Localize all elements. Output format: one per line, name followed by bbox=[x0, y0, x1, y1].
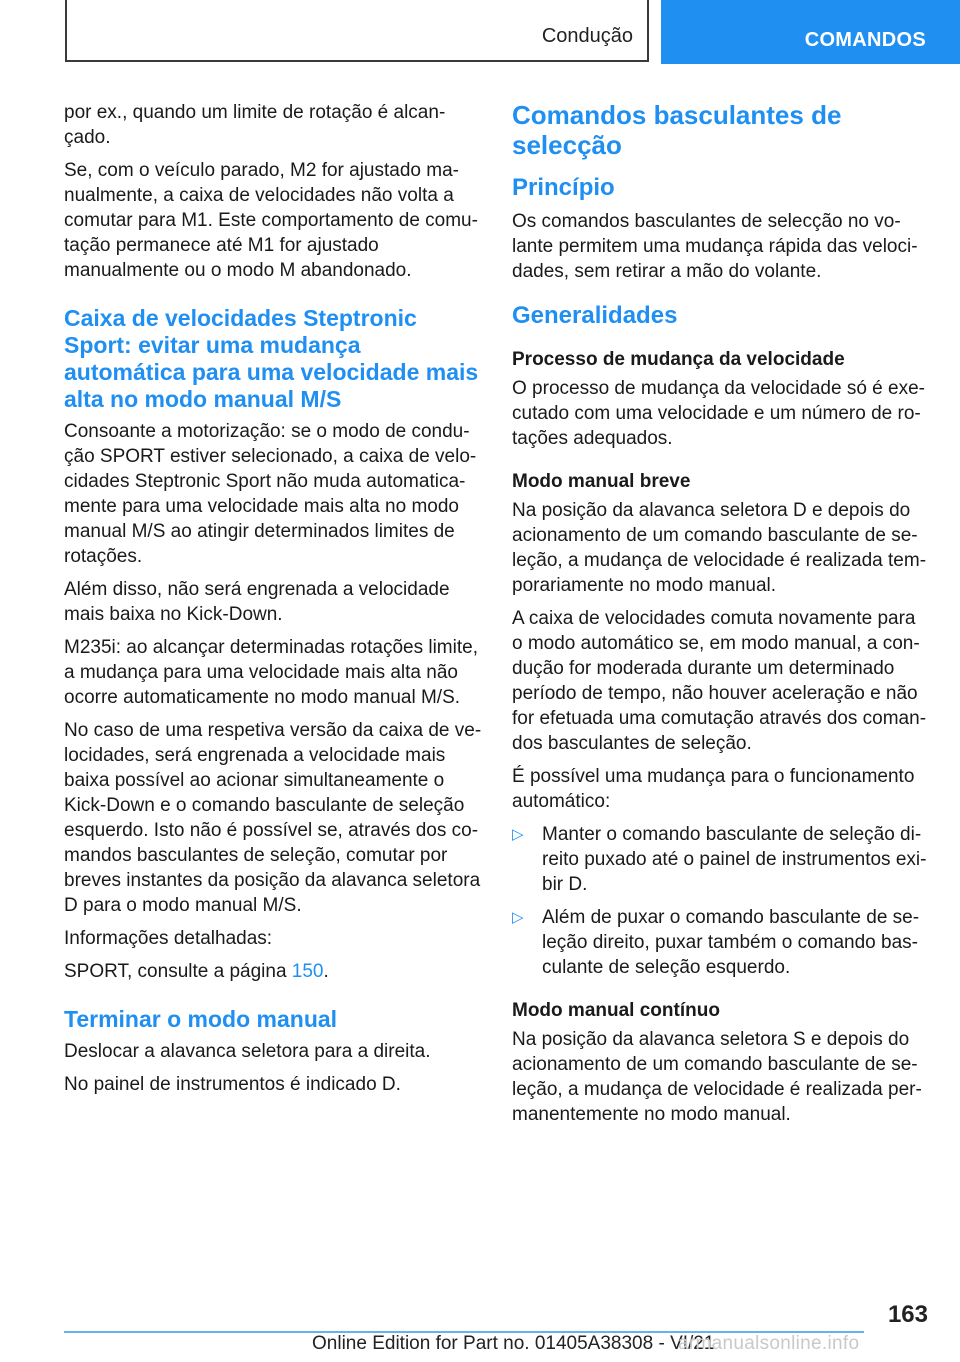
paragraph: O processo de mudança da velocidade só é executado com uma velocidade e um número de rotações adequados. bbox=[512, 378, 925, 449]
paragraph: Os comandos basculantes de selecção no volante permitem uma mudança rápida das velocidades, sem retirar a mão do volante. bbox=[512, 211, 918, 282]
section-tab-label: Condução bbox=[541, 25, 633, 47]
page-number: 163 bbox=[887, 1301, 928, 1328]
heading-generalidades: Generalidades bbox=[512, 302, 678, 329]
page-header bbox=[0, 0, 960, 66]
page-link[interactable]: 150 bbox=[291, 961, 324, 982]
paragraph: A caixa de velocidades comuta novamente para o modo automático se, em modo manual, a condução for moderada durante um determinado período de tempo, não houver aceleração e não for efetuada uma comutação através dos comandos basculantes de seleção. bbox=[512, 608, 927, 754]
bullet-list bbox=[512, 822, 928, 980]
right-column bbox=[512, 100, 928, 1135]
heading-principio: Princípio bbox=[512, 174, 615, 201]
chapter-tab[interactable] bbox=[661, 0, 960, 64]
paragraph: É possível uma mudança para o funcionamento automático: bbox=[512, 766, 915, 812]
paragraph: Informações detalhadas: bbox=[64, 928, 273, 949]
list-item bbox=[512, 822, 928, 897]
paragraph: Além disso, não será engrenada a velocidade mais baixa no Kick-Down. bbox=[64, 579, 450, 625]
triangle-bullet-icon: ▷ bbox=[512, 826, 524, 843]
paragraph-page-reference bbox=[64, 959, 482, 984]
watermark: armanualsonline.info bbox=[678, 1333, 860, 1354]
left-column bbox=[64, 100, 482, 1105]
subheading-modo-manual-breve: Modo manual breve bbox=[512, 471, 691, 492]
paragraph: No painel de instrumentos é indicado D. bbox=[64, 1074, 401, 1095]
reference-text: SPORT, consulte a página bbox=[64, 961, 292, 982]
paragraph: Deslocar a alavanca seletora para a direita. bbox=[64, 1041, 431, 1062]
list-item-text: Manter o comando basculante de seleção direito puxado até o painel de instrumentos exibir D. bbox=[542, 824, 927, 895]
heading-terminar-modo-manual: Terminar o modo manual bbox=[64, 1006, 338, 1032]
subheading-modo-manual-continuo: Modo manual contínuo bbox=[512, 1000, 720, 1021]
section-tab[interactable] bbox=[65, 0, 649, 62]
heading-steptronic-sport: Caixa de velocidades Steptronic Sport: evitar uma mudança automática para uma velocidade mais alta no modo manual M/S bbox=[64, 305, 479, 412]
paragraph: Consoante a motorização: se o modo de condução SPORT estiver selecionado, a caixa de velocidades Steptronic Sport não muda automaticamente para uma velocidade mais alta no modo manual M/S ao atingir determinados limites de rotações. bbox=[64, 421, 477, 567]
footer-edition: Online Edition for Part no. 01405A38308 - VI/21 bbox=[312, 1333, 715, 1354]
chapter-tab-label: COMANDOS bbox=[804, 29, 926, 51]
heading-comandos-basculantes: Comandos basculantes de selecção bbox=[512, 100, 842, 160]
paragraph: por ex., quando um limite de rotação é alcançado. bbox=[64, 102, 446, 148]
list-item bbox=[512, 905, 928, 980]
paragraph: Na posição da alavanca seletora S e depois do acionamento de um comando basculante de seleção, a mudança de velocidade é realizada permanentemente no modo manual. bbox=[512, 1029, 922, 1125]
list-item-text: Além de puxar o comando basculante de seleção direito, puxar também o comando basculante de seleção esquerdo. bbox=[542, 907, 920, 978]
paragraph: Na posição da alavanca seletora D e depois do acionamento de um comando basculante de seleção, a mudança de velocidade é realizada temporariamente no modo manual. bbox=[512, 500, 927, 596]
paragraph: Se, com o veículo parado, M2 for ajustado manualmente, a caixa de velocidades não volta a comutar para M1. Este comportamento de comutação permanece até M1 for ajustado manualmente ou o modo M abandonado. bbox=[64, 160, 478, 281]
reference-suffix: . bbox=[323, 961, 329, 982]
triangle-bullet-icon: ▷ bbox=[512, 909, 524, 926]
paragraph: M235i: ao alcançar determinadas rotações limite, a mudança para uma velocidade mais alta não ocorre automaticamente no modo manual M/S. bbox=[64, 637, 478, 708]
paragraph: No caso de uma respetiva versão da caixa de velocidades, será engrenada a velocidade mais baixa possível ao acionar simultaneamente o Kick-Down e o comando basculante de seleção esquerdo. Isto não é possível se, através dos comandos basculantes de seleção, comutar por breves instantes da posição da alavanca seletora D para o modo manual M/S. bbox=[64, 720, 482, 916]
subheading-processo: Processo de mudança da velocidade bbox=[512, 349, 845, 370]
